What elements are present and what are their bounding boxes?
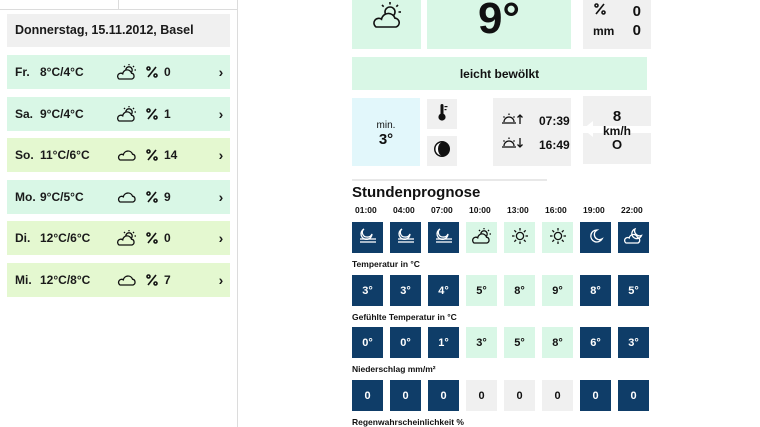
current-weather-panel [239, 0, 760, 427]
cloud-icon [112, 190, 142, 204]
percent-icon [142, 148, 162, 162]
moon-phase-tile [427, 136, 457, 166]
day-temp-range: 9°C/4°C [40, 106, 84, 121]
hourly-precip-cell: 0 [390, 380, 421, 411]
chevron-right-icon[interactable]: › [218, 188, 224, 205]
cloud-icon [112, 148, 142, 162]
min-temp-value: 3° [378, 131, 394, 148]
hourly-temp-cell: 3° [390, 275, 421, 306]
hourly-feels-cell: 5° [504, 327, 535, 358]
hourly-icon-cell [390, 222, 421, 253]
hour-label: 13:00 [507, 205, 529, 215]
day-temp-range: 12°C/6°C [40, 231, 91, 245]
day-name: Fr. [15, 65, 30, 79]
day-temp-range: 9°C/5°C [40, 189, 84, 204]
temperature-label: Temperatur in °C [352, 259, 420, 269]
hourly-icon-cell [352, 222, 383, 253]
precip-unit: mm [593, 23, 615, 38]
hourly-temp-cell: 5° [466, 275, 497, 306]
hour-label: 22:00 [621, 205, 643, 215]
hour-label: 04:00 [393, 205, 415, 215]
day-precip-value: 9 [164, 189, 171, 204]
sun-icon [548, 226, 568, 249]
fog-moon-icon [357, 227, 379, 248]
precip-mm-value: 0 [632, 22, 641, 39]
hourly-feels-cell: 0° [352, 327, 383, 358]
day-precip-value: 7 [164, 272, 171, 287]
fog-moon-icon [433, 227, 455, 248]
hourly-forecast-title: Stundenprognose [352, 184, 481, 201]
hourly-precip-cell: 0 [504, 380, 535, 411]
hourly-temps-row [352, 275, 656, 306]
sidebar-top-tabs [0, 0, 238, 10]
hourly-precip-row [352, 380, 656, 411]
sun-cloud-icon [112, 229, 142, 247]
chevron-right-icon[interactable]: › [218, 271, 224, 288]
hourly-icon-cell [466, 222, 497, 253]
day-row-di[interactable] [7, 221, 230, 255]
moon-cloud-icon [623, 227, 645, 248]
percent-icon [142, 65, 162, 79]
hour-label: 01:00 [355, 205, 377, 215]
wind-speed: 8 [612, 108, 622, 125]
hourly-temp-cell: 8° [580, 275, 611, 306]
sunset-time: 16:49 [539, 137, 570, 152]
hourly-feels-cell: 3° [618, 327, 649, 358]
wind-direction: O [611, 137, 623, 152]
hourly-precip-cell: 0 [542, 380, 573, 411]
sun-times-tile [493, 98, 571, 166]
sunrise-icon [501, 112, 523, 129]
percent-icon [593, 2, 607, 20]
percent-icon [142, 107, 162, 121]
hourly-feels-cell: 6° [580, 327, 611, 358]
sunrise-time: 07:39 [539, 113, 570, 128]
chevron-right-icon[interactable]: › [218, 230, 224, 246]
condition-text: leicht bewölkt [352, 57, 647, 90]
hourly-icon-cell [428, 222, 459, 253]
day-name: Mi. [15, 272, 32, 287]
hourly-icon-cell [580, 222, 611, 253]
day-precip-value: 0 [164, 231, 171, 245]
hourly-icons-row [352, 222, 656, 253]
hourly-feels-cell: 0° [390, 327, 421, 358]
moon-icon [588, 228, 604, 247]
chevron-right-icon[interactable]: › [218, 147, 224, 163]
rain-probability-label: Regenwahrscheinlichkeit % [352, 417, 464, 427]
day-name: So. [15, 148, 34, 162]
day-name: Mo. [15, 189, 36, 204]
day-row-mo[interactable] [7, 180, 230, 214]
current-precip-tile [583, 0, 651, 49]
thermometer-icon [435, 102, 449, 127]
sunset-icon [501, 136, 523, 153]
day-name: Sa. [15, 106, 34, 121]
thermometer-tile [427, 99, 457, 129]
wind-tile [583, 96, 651, 164]
precip-percent-value: 0 [632, 2, 641, 20]
chevron-right-icon[interactable]: › [218, 64, 224, 80]
percent-icon [142, 273, 162, 287]
sun-cloud-icon [370, 1, 404, 36]
day-precip-value: 0 [164, 65, 171, 79]
day-precip-value: 1 [164, 106, 171, 121]
min-temp-label: min. [376, 120, 396, 131]
date-location-header: Donnerstag, 15.11.2012, Basel [7, 14, 230, 47]
hourly-icon-cell [618, 222, 649, 253]
sun-cloud-icon [112, 63, 142, 81]
chevron-right-icon[interactable]: › [218, 105, 224, 122]
hourly-temp-cell: 8° [504, 275, 535, 306]
fog-moon-icon [395, 227, 417, 248]
min-temp-tile [352, 98, 420, 166]
hourly-precip-cell: 0 [618, 380, 649, 411]
day-temp-range: 8°C/4°C [40, 65, 84, 79]
day-row-so[interactable] [7, 138, 230, 172]
sun-cloud-icon [471, 227, 493, 248]
top-tab[interactable] [0, 0, 119, 9]
hourly-precip-cell: 0 [580, 380, 611, 411]
hourly-precip-cell: 0 [466, 380, 497, 411]
hourly-temp-cell: 4° [428, 275, 459, 306]
hour-label: 10:00 [469, 205, 491, 215]
hourly-feels-cell: 8° [542, 327, 573, 358]
current-condition-tile [352, 0, 421, 49]
day-precip-value: 14 [164, 148, 178, 162]
section-divider [352, 179, 547, 181]
day-row-fr[interactable] [7, 55, 230, 89]
forecast-sidebar [0, 0, 238, 427]
hour-label: 16:00 [545, 205, 567, 215]
hour-label: 19:00 [583, 205, 605, 215]
sun-cloud-icon [112, 105, 142, 123]
hourly-precip-cell: 0 [428, 380, 459, 411]
hourly-icon-cell [542, 222, 573, 253]
hourly-feels-row [352, 327, 656, 358]
day-temp-range: 11°C/6°C [40, 148, 90, 162]
percent-icon [142, 190, 162, 204]
precipitation-label: Niederschlag mm/m² [352, 364, 436, 374]
day-name: Di. [15, 231, 31, 245]
hourly-precip-cell: 0 [352, 380, 383, 411]
top-tab[interactable] [119, 0, 238, 9]
current-temperature: 9° [427, 0, 571, 49]
hourly-temp-cell: 9° [542, 275, 573, 306]
percent-icon [142, 231, 162, 245]
hourly-feels-cell: 3° [466, 327, 497, 358]
wind-unit: km/h [602, 124, 631, 138]
cloud-icon [112, 273, 142, 287]
hourly-temp-cell: 5° [618, 275, 649, 306]
hourly-temp-cell: 3° [352, 275, 383, 306]
hourly-feels-cell: 1° [428, 327, 459, 358]
hourly-icon-cell [504, 222, 535, 253]
day-row-mi[interactable] [7, 263, 230, 297]
hour-labels-row [352, 205, 656, 215]
moon-phase-icon [432, 139, 452, 164]
feels-like-label: Gefühlte Temperatur in °C [352, 312, 457, 322]
sun-icon [510, 226, 530, 249]
day-row-sa[interactable] [7, 97, 230, 131]
hour-label: 07:00 [431, 205, 453, 215]
day-temp-range: 12°C/8°C [40, 272, 91, 287]
